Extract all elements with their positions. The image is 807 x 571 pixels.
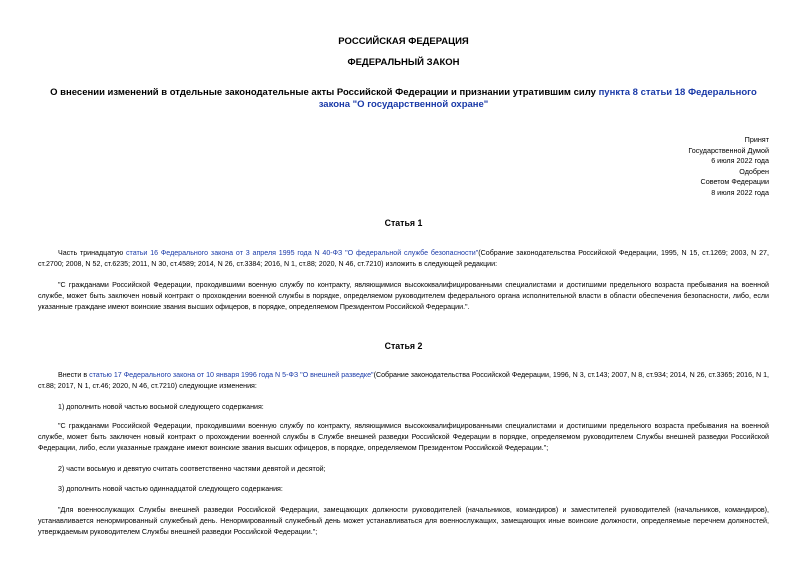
adoption-line: Принят bbox=[744, 135, 769, 144]
article-2-heading: Статья 2 bbox=[384, 341, 423, 351]
article-2-item-2: 2) части восьмую и девятую считать соответственно частями девятой и десятой; bbox=[58, 465, 326, 473]
article-2-quote-1: "С гражданами Российской Федерации, проходившими военную службу по контракту, являющимися высококвалифицированными специалистами и достигшими предельного возраста пребывания на военной службе, может быть заключен новый контракт о прохождении военной службы в Службе внешней разведки Российской Федерации в порядке, определяемом руководителем Службы внешней разведки Российской Федерации, либо, если указанные граждане имеют воинские звания высших офицеров, в порядке, определяемом Президентом Российской Федерации."; bbox=[38, 422, 769, 453]
article-2-paragraph-1 bbox=[38, 370, 769, 392]
article-2-item-3: 3) дополнить новой частью одиннадцатой следующего содержания: bbox=[58, 485, 283, 493]
article-2-quote-2: "Для военнослужащих Службы внешней разведки Российской Федерации, замещающих должности руководителей (начальников, командиров) и заместителей руководителей (начальников, командиров), устанавливается ненормированный служебный день. Ненормированный служебный день может устанавливаться для военнослужащих, замещающих иные воинские должности, определяемые перечнем должностей, утверждаемым руководителем Службы внешней разведки Российской Федерации."; bbox=[38, 506, 769, 537]
adoption-line: Советом Федерации bbox=[700, 177, 769, 187]
law-title-text: О внесении изменений в отдельные законодательные акты Российской Федерации и признании утратившим силу bbox=[50, 87, 599, 98]
adoption-line: 6 июля 2022 года bbox=[711, 156, 769, 166]
article-2-item-1: 1) дополнить новой частью восьмой следующего содержания: bbox=[58, 403, 264, 411]
article-1-heading: Статья 1 bbox=[384, 218, 423, 228]
article-1-link[interactable]: статьи 16 Федерального закона от 3 апреля 1995 года N 40-ФЗ "О федеральной службе безопасности" bbox=[125, 249, 479, 257]
adoption-line: 8 июля 2022 года bbox=[711, 187, 769, 197]
country-heading: РОССИЙСКАЯ ФЕДЕРАЦИЯ bbox=[338, 36, 469, 47]
article-1-paragraph-2: "С гражданами Российской Федерации, проходившими военную службу по контракту, являющимися высококвалифицированными специалистами и достигшими предельного возраста пребывания на военной службе, может быть заключен новый контракт о прохождении военной службы в порядке, определяемом руководителем федерального органа исполнительной власти в области обеспечения безопасности, либо, если указанные граждане имеют воинские звания высших офицеров, в порядке, определяемом Президентом Российской Федерации.". bbox=[38, 281, 769, 312]
paragraph-text: (Собрание законодательства Российской Федерации, 1996, N 3, ст.143; 2007, N 8, ст.934; 2014, N 26, ст.3365; 2016, N 1, ст.88; 2017, N 1, ст.46; 2020, N 46, ст.7210) следующие изменения: bbox=[38, 371, 769, 391]
paragraph-text: Часть тринадцатую bbox=[58, 249, 126, 257]
adoption-line: Одобрен bbox=[739, 166, 769, 176]
adoption-block bbox=[688, 135, 769, 199]
paragraph-text: (Собрание законодательства Российской Федерации, 1995, N 15, ст.1269; 2003, N 27, ст.2700; 2008, N 52, ст.6235; 2011, N 30, ст.4589; 2014, N 26, ст.3384; 2016, N 1, ст.88; 2020, N 46, ст.7210) изложить в следующей редакции: bbox=[38, 249, 769, 269]
law-type-heading: ФЕДЕРАЛЬНЫЙ ЗАКОН bbox=[347, 57, 460, 68]
law-title bbox=[40, 87, 767, 111]
article-2-link[interactable]: статью 17 Федерального закона от 10 января 1996 года N 5-ФЗ "О внешней разведке" bbox=[89, 371, 374, 379]
paragraph-text: Внести в bbox=[58, 371, 90, 379]
article-1-paragraph-1 bbox=[38, 248, 769, 270]
adoption-line: Государственной Думой bbox=[688, 145, 769, 155]
law-title-link[interactable]: пункта 8 статьи 18 Федерального закона "О государственной охране" bbox=[318, 87, 757, 110]
